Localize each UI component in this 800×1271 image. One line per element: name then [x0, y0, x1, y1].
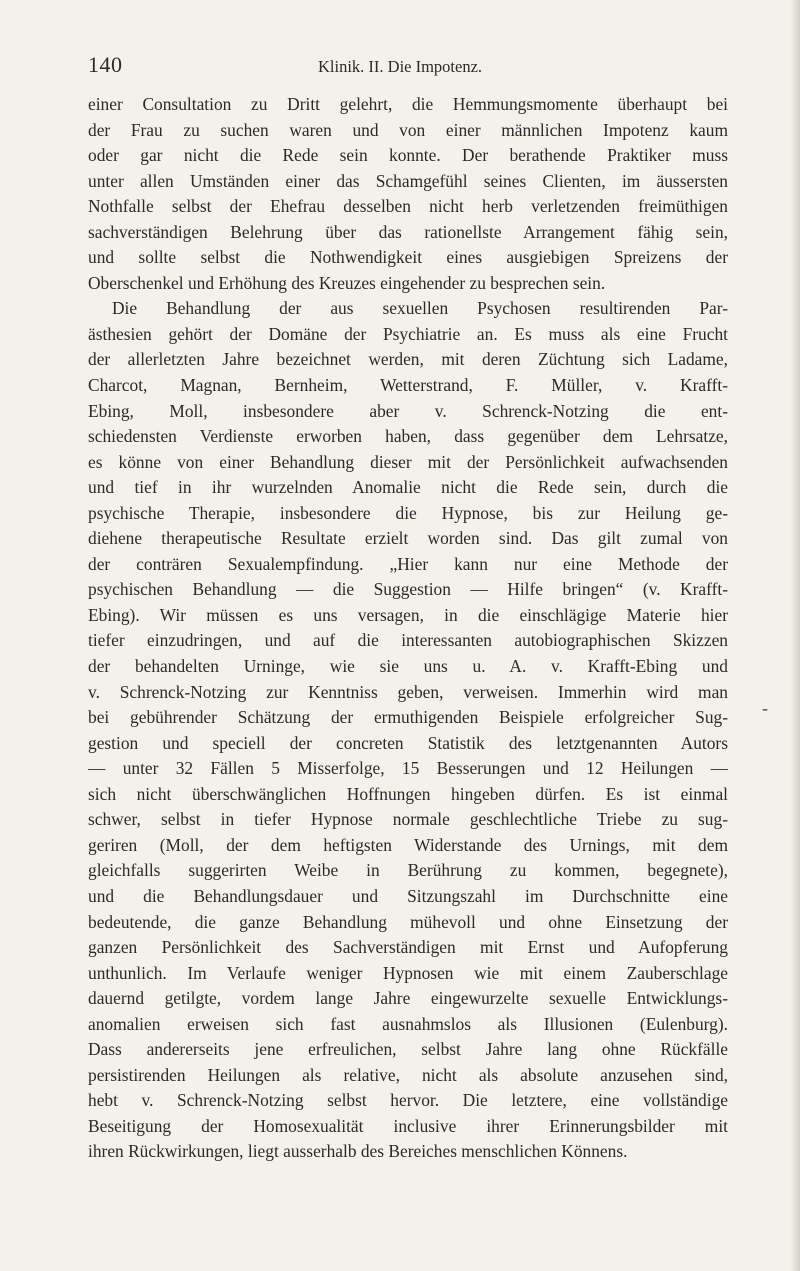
- text-line: dauernd getilgte, vordem lange Jahre eingewurzelte sexuelle Entwicklungs-: [88, 988, 728, 1009]
- text-line: der Frau zu suchen waren und von einer männlichen Impotenz kaum: [88, 119, 728, 140]
- text-line: schwer, selbst in tiefer Hypnose normale geschlechtliche Triebe zu sug-: [88, 809, 728, 830]
- text-line: v. Schrenck-Notzing zur Kenntniss geben, verweisen. Immerhin wird man: [88, 681, 728, 702]
- text-line: der allerletzten Jahre bezeichnet werden, mit deren Züchtung sich Ladame,: [88, 349, 728, 370]
- text-line: bei gebührender Schätzung der ermuthigenden Beispiele erfolgreicher Sug-: [88, 707, 728, 728]
- text-line: Die Behandlung der aus sexuellen Psychosen resultirenden Par-: [112, 298, 728, 319]
- text-line: sachverständigen Belehrung über das rationellste Arrangement fähig sein,: [88, 221, 728, 242]
- text-line: der conträren Sexualempfindung. „Hier kann nur eine Methode der: [88, 553, 728, 574]
- running-head: Klinik. II. Die Impotenz.: [318, 57, 483, 76]
- text-line: anomalien erweisen sich fast ausnahmslos als Illusionen (Eulenburg).: [88, 1013, 728, 1034]
- text-line: ästhesien gehört der Domäne der Psychiatrie an. Es muss als eine Frucht: [88, 323, 728, 344]
- text-line: ihren Rückwirkungen, liegt ausserhalb des Bereiches menschlichen Könnens.: [88, 1141, 628, 1162]
- text-line: psychischen Behandlung — die Suggestion — Hilfe bringen“ (v. Krafft-: [88, 579, 728, 600]
- page-header: [88, 52, 728, 82]
- text-line: Charcot, Magnan, Bernheim, Wetterstrand, F. Müller, v. Krafft-: [88, 375, 728, 396]
- text-line: geriren (Moll, der dem heftigsten Widerstande des Urnings, mit dem: [88, 834, 728, 855]
- text-line: schiedensten Verdienste erworben haben, dass gegenüber dem Lehrsatze,: [88, 426, 728, 447]
- text-line: Nothfalle selbst der Ehefrau desselben nicht herb verletzenden freimüthigen: [88, 196, 728, 217]
- text-line: und sollte selbst die Nothwendigkeit eines ausgiebigen Spreizens der: [88, 247, 728, 268]
- text-line: tiefer einzudringen, und auf die interessanten autobiographischen Skizzen: [88, 630, 728, 651]
- body-text: [88, 92, 728, 1165]
- text-line: der behandelten Urninge, wie sie uns u. A. v. Krafft-Ebing und: [88, 656, 728, 677]
- text-line: — unter 32 Fällen 5 Misserfolge, 15 Besserungen und 12 Heilungen —: [88, 758, 728, 779]
- text-line: bedeutende, die ganze Behandlung mühevoll und ohne Einsetzung der: [88, 911, 728, 932]
- text-line: es könne von einer Behandlung dieser mit der Persönlichkeit aufwachsenden: [88, 451, 728, 472]
- text-line: oder gar nicht die Rede sein konnte. Der berathende Praktiker muss: [88, 145, 728, 166]
- text-line: einer Consultation zu Dritt gelehrt, die Hemmungsmomente überhaupt bei: [88, 94, 728, 114]
- page-edge-shadow: [790, 0, 800, 1271]
- text-line: gleichfalls suggerirten Weibe in Berührung zu kommen, begegnete),: [88, 860, 728, 881]
- text-line: Ebing). Wir müssen es uns versagen, in die einschlägige Materie hier: [88, 604, 728, 625]
- text-line: hebt v. Schrenck-Notzing selbst hervor. Die letztere, eine vollständige: [88, 1090, 728, 1111]
- margin-mark: -: [762, 698, 768, 718]
- text-line: unthunlich. Im Verlaufe weniger Hypnosen wie mit einem Zauberschlage: [88, 962, 728, 983]
- text-line: Beseitigung der Homosexualität inclusive ihrer Erinnerungsbilder mit: [88, 1115, 728, 1136]
- text-line: persistirenden Heilungen als relative, nicht als absolute anzusehen sind,: [88, 1064, 728, 1085]
- text-line: unter allen Umständen einer das Schamgefühl seines Clienten, im äussersten: [88, 170, 728, 191]
- text-line: Oberschenkel und Erhöhung des Kreuzes eingehender zu besprechen sein.: [88, 272, 606, 293]
- text-line: Dass andererseits jene erfreulichen, selbst Jahre lang ohne Rückfälle: [88, 1039, 728, 1060]
- text-line: Ebing, Moll, insbesondere aber v. Schrenck-Notzing die ent-: [88, 400, 728, 421]
- text-line: psychische Therapie, insbesondere die Hypnose, bis zur Heilung ge-: [88, 502, 728, 523]
- text-line: ganzen Persönlichkeit des Sachverständigen mit Ernst und Aufopferung: [88, 937, 728, 958]
- text-line: gestion und speciell der concreten Statistik des letztgenannten Autors: [88, 732, 728, 753]
- text-line: und tief in ihr wurzelnden Anomalie nicht die Rede sein, durch die: [88, 477, 728, 498]
- page-number: 140: [88, 52, 123, 77]
- text-line: sich nicht überschwänglichen Hoffnungen hingeben dürfen. Es ist einmal: [88, 783, 728, 804]
- text-line: diehene therapeutische Resultate erzielt worden sind. Das gilt zumal von: [88, 528, 728, 549]
- text-line: und die Behandlungsdauer und Sitzungszahl im Durchschnitte eine: [88, 885, 728, 906]
